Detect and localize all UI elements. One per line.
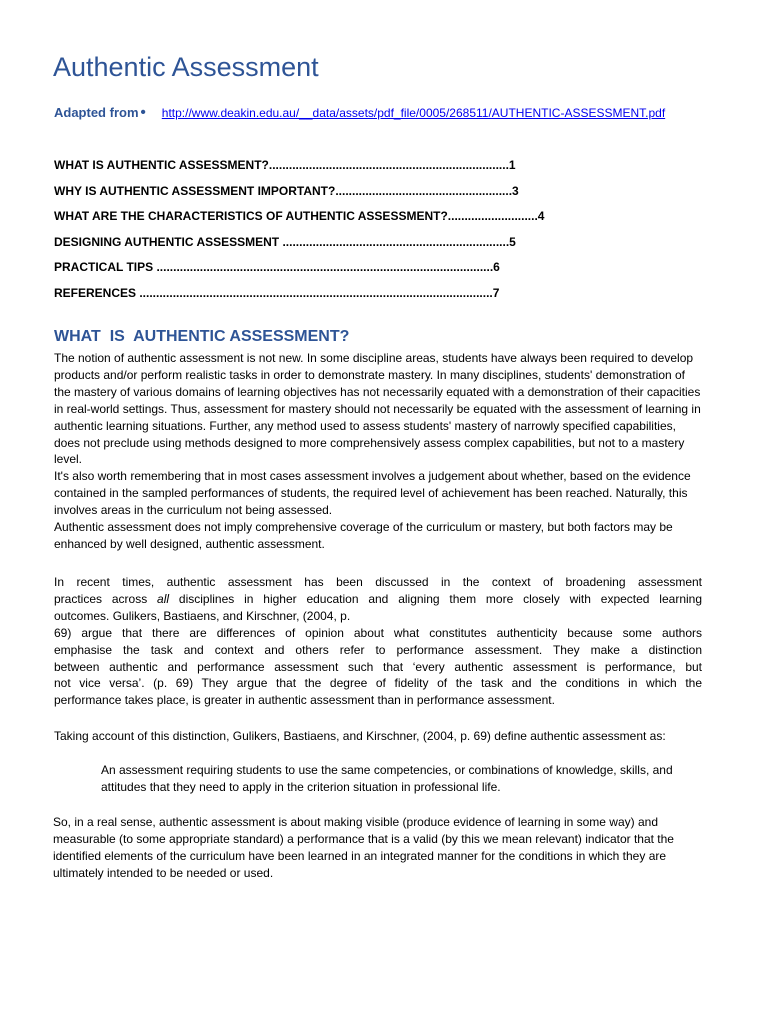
paragraph: It's also worth remembering that in most cases assessment involves a judgement about whether, based on the evidence contained in the sampled performances of students, the required level of achievement has been reached. Naturally, this involves areas in the curriculum not being assessed. (54, 469, 691, 518)
source-link[interactable]: http://www.deakin.edu.au/__data/assets/pdf_file/0005/268511/AUTHENTIC-ASSESSMENT.pdf (161, 106, 666, 120)
definition-quote: An assessment requiring students to use the same competencies, or combinations of knowledge, skills, and attitudes that they need to apply in the criterion situation in professional life. (101, 763, 673, 795)
text-line: emphasise the task and context and others refer to performance assessment. They make a distinction (54, 642, 702, 657)
text-line: between authentic and performance assessment such that ‘every authentic assessment is performance, but (54, 659, 702, 674)
recent-times-paragraph (54, 574, 702, 709)
document-title: Authentic Assessment (53, 52, 319, 82)
text-line: In recent times, authentic assessment has been discussed in the context of broadening assessment (54, 575, 702, 589)
paragraph: The notion of authentic assessment is not new. In some discipline areas, students have always been required to develop products and/or perform realistic tasks in order to demonstrate mastery. In many disciplines, students' demonstration of the mastery of various domains of learning objectives has not necessarily equated with a demonstration of their capacities in real-world settings. Thus, assessment for mastery should not necessarily be equated with the assessment of learning in authentic learning situations. Further, any method used to assess students' mastery of narrowly specified capabilities, does not preclude using methods designed to more comprehensively assess complex capabilities, but not to a mastery level. (54, 351, 701, 467)
adapted-from-line (54, 104, 665, 122)
text-line (54, 591, 702, 608)
toc-item-why-important[interactable]: WHY IS AUTHENTIC ASSESSMENT IMPORTANT?.....................................................3 (54, 183, 519, 198)
section-heading: WHAT IS AUTHENTIC ASSESSMENT? (54, 328, 350, 345)
intro-paragraphs (54, 350, 702, 553)
emphasis-text: all (157, 591, 170, 606)
toc-item-practical-tips[interactable]: PRACTICAL TIPS .....................................................................................................6 (54, 260, 500, 275)
bullet-icon: • (140, 104, 146, 121)
toc-item-designing[interactable]: DESIGNING AUTHENTIC ASSESSMENT ....................................................................5 (54, 234, 516, 249)
paragraph: Authentic assessment does not imply comprehensive coverage of the curriculum or mastery, but both factors may be enhanced by well designed, authentic assessment. (54, 520, 673, 551)
text-segment: practices across (54, 591, 158, 606)
table-of-contents (54, 156, 594, 310)
toc-item-references[interactable]: REFERENCES ..........................................................................................................7 (54, 285, 500, 300)
toc-item-characteristics[interactable]: WHAT ARE THE CHARACTERISTICS OF AUTHENTIC ASSESSMENT?...........................4 (54, 209, 545, 224)
text-line: not vice versa’. (p. 69) They argue that the degree of fidelity of the task and the conditions in which the (54, 676, 702, 691)
text-line: outcomes. Gulikers, Bastiaens, and Kirschner, (2004, p. (54, 608, 351, 623)
toc-item-what-is[interactable]: WHAT IS AUTHENTIC ASSESSMENT?........................................................................1 (54, 158, 516, 172)
text-line: 69) argue that there are differences of opinion about what constitutes authenticity because some authors (54, 625, 702, 640)
text-segment: disciplines in higher education and aligning them more closely with expected learning (169, 591, 703, 606)
text-line: performance takes place, is greater in authentic assessment than in performance assessment. (54, 693, 555, 708)
definition-intro: Taking account of this distinction, Gulikers, Bastiaens, and Kirschner, (2004, p. 69) define authentic assessment as: (54, 729, 666, 743)
summary-paragraph: So, in a real sense, authentic assessment is about making visible (produce evidence of learning in some way) and measurable (to some appropriate standard) a performance that is a valid (by this we mean relevant) indicator that the identified elements of the curriculum have been learned in an integrated manner for the conditions in which they are ultimately intended to be needed or used. (53, 815, 674, 880)
adapted-from-label: Adapted from (54, 105, 139, 120)
